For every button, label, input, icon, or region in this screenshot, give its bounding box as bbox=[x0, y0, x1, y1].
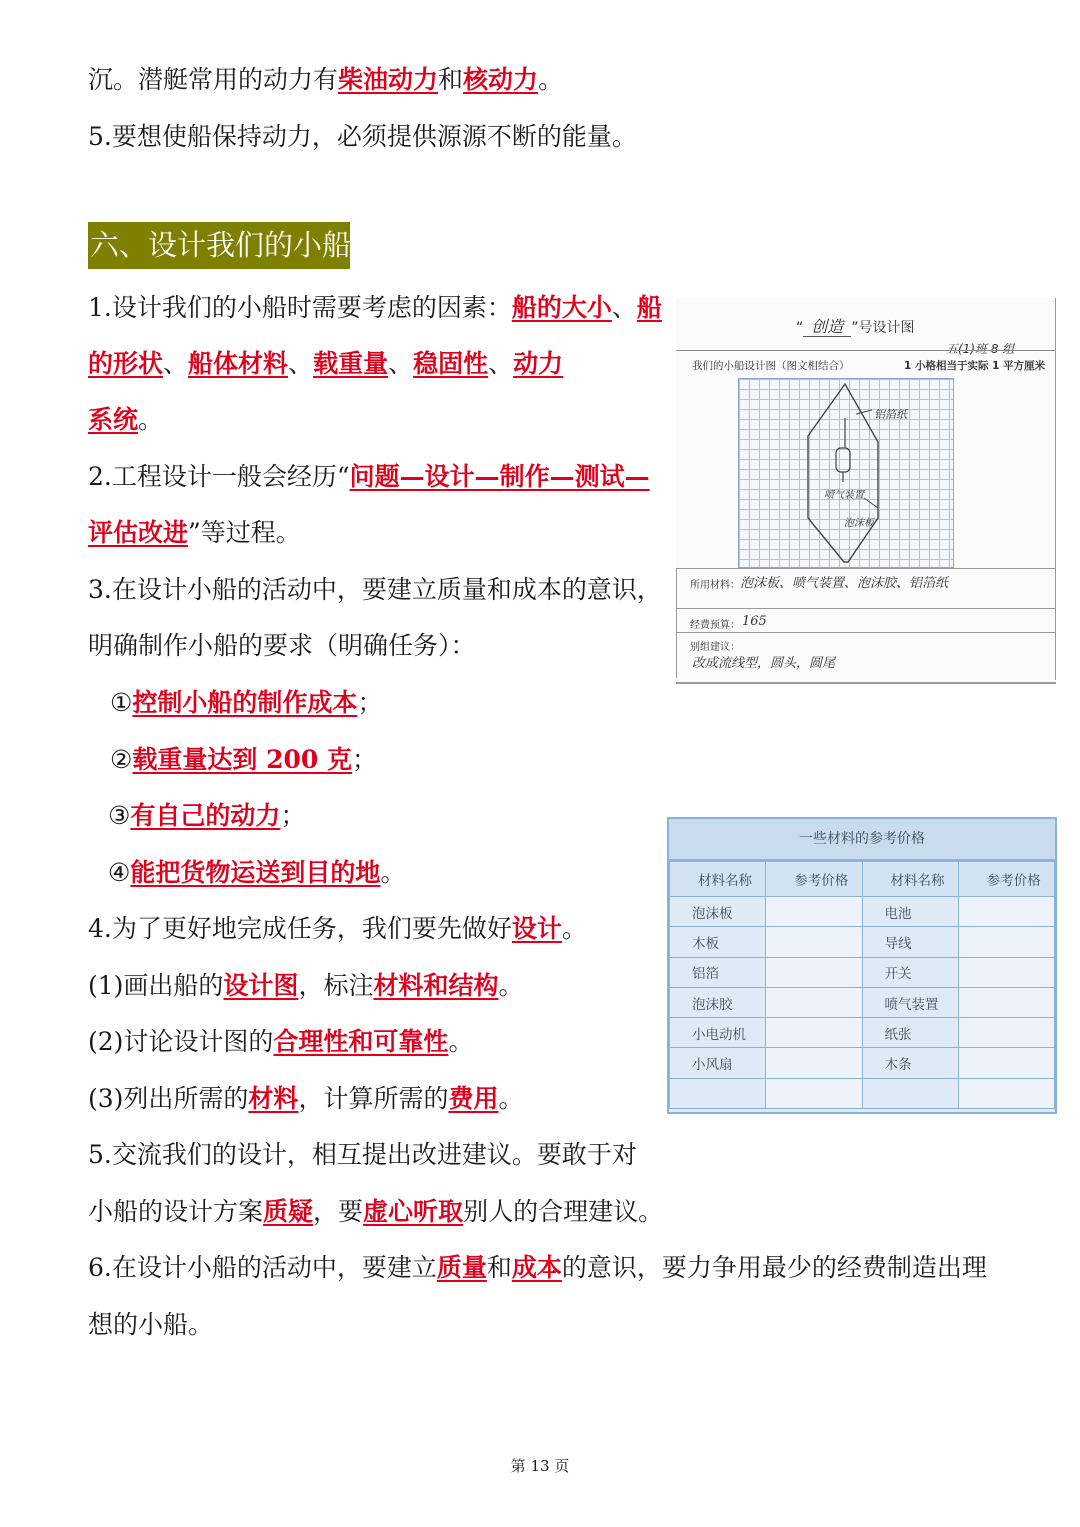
sheet-header-right: 1 小格相当于实际 1 平方厘米 bbox=[904, 360, 1046, 372]
boat-sketch bbox=[738, 378, 952, 568]
keyword: 船 bbox=[636, 293, 662, 322]
keyword: 材料 bbox=[248, 1084, 299, 1113]
material-cell: 开关 bbox=[862, 957, 958, 987]
table-row bbox=[670, 987, 1055, 1017]
text-line: 5.交流我们的设计，相互提出改进建议。要敢于对 bbox=[88, 1140, 637, 1169]
table-row bbox=[670, 957, 1055, 987]
keyword: 柴油动力 bbox=[338, 65, 439, 94]
budget-value: 165 bbox=[742, 614, 767, 629]
advice-label: 别组建议： bbox=[690, 642, 740, 653]
keyword: 设计 bbox=[511, 914, 562, 943]
task-item: ④能把货物运送到目的地。 bbox=[108, 858, 406, 887]
sheet-border-right bbox=[1055, 298, 1056, 680]
text-line: (3)列出所需的材料，计算所需的费用。 bbox=[88, 1084, 524, 1113]
price-grid bbox=[669, 861, 1055, 1109]
keyword: 核动力 bbox=[463, 65, 539, 94]
material-cell: 木板 bbox=[670, 927, 766, 957]
task-item: ②载重量达到 200 克； bbox=[110, 745, 378, 774]
keyword: 载重量 bbox=[313, 349, 389, 378]
keyword: 评估改进 bbox=[88, 518, 189, 547]
material-cell: 泡沫板 bbox=[670, 897, 766, 927]
text-line: 沉。潜艇常用的动力有柴油动力和核动力。 bbox=[88, 65, 564, 94]
material-cell: 纸张 bbox=[862, 1018, 958, 1048]
price-cell bbox=[958, 1078, 1054, 1108]
annotation-foam: 泡沫板 bbox=[844, 518, 874, 529]
material-cell: 泡沫胶 bbox=[670, 987, 766, 1017]
task-item: ③有自己的动力； bbox=[108, 801, 306, 830]
material-cell: 小电动机 bbox=[670, 1018, 766, 1048]
price-cell bbox=[766, 957, 862, 987]
material-cell: 喷气装置 bbox=[862, 987, 958, 1017]
keyword: 费用 bbox=[448, 1084, 499, 1113]
keyword: 能把货物运送到目的地 bbox=[130, 858, 381, 887]
text-line: 明确制作小船的要求（明确任务）： bbox=[88, 631, 476, 660]
keyword: 船的大小 bbox=[511, 293, 612, 322]
task-item: ①控制小船的制作成本； bbox=[110, 688, 383, 717]
price-cell bbox=[766, 987, 862, 1017]
keyword: 质量 bbox=[436, 1253, 487, 1282]
advice-value: 改成流线型，圆头，圆尾 bbox=[692, 656, 836, 671]
price-cell bbox=[766, 897, 862, 927]
keyword: 有自己的动力 bbox=[130, 801, 281, 830]
text-line: 6.在设计小船的活动中，要建立质量和成本的意识，要力争用最少的经费制造出理 bbox=[88, 1253, 987, 1282]
material-cell: 电池 bbox=[862, 897, 958, 927]
material-cell bbox=[670, 1078, 766, 1108]
text-line: (1)画出船的设计图，标注材料和结构。 bbox=[88, 971, 524, 1000]
price-cell bbox=[766, 1018, 862, 1048]
page-number: 第 13 页 bbox=[510, 1457, 570, 1475]
price-table bbox=[667, 817, 1057, 1114]
price-cell bbox=[766, 1078, 862, 1108]
text-line: 小船的设计方案质疑，要虚心听取别人的合理建议。 bbox=[88, 1197, 664, 1226]
text-line: 系统。 bbox=[88, 405, 164, 434]
text-line: 1.设计我们的小船时需要考虑的因素：船的大小、船 bbox=[88, 293, 662, 322]
table-row bbox=[670, 927, 1055, 957]
text-line: 5.要想使船保持动力，必须提供源源不断的能量。 bbox=[88, 122, 637, 151]
price-cell bbox=[766, 1048, 862, 1078]
text-line: 3.在设计小船的活动中，要建立质量和成本的意识， bbox=[88, 575, 662, 604]
price-table-title: 一些材料的参考价格 bbox=[669, 819, 1055, 861]
table-row bbox=[670, 1078, 1055, 1108]
material-cell: 导线 bbox=[862, 927, 958, 957]
keyword: 动力 bbox=[513, 349, 564, 378]
annotation-sail: 铝箔纸 bbox=[874, 408, 907, 421]
column-header: 材料名称 bbox=[670, 862, 766, 897]
text-line: 想的小船。 bbox=[88, 1310, 214, 1339]
price-cell bbox=[958, 987, 1054, 1017]
keyword: 的形状 bbox=[88, 349, 164, 378]
price-cell bbox=[766, 927, 862, 957]
keyword: 船体材料 bbox=[188, 349, 289, 378]
keyword: 设计图 bbox=[223, 971, 299, 1000]
text-line: (2)讨论设计图的合理性和可靠性。 bbox=[88, 1027, 474, 1056]
keyword: 质疑 bbox=[263, 1197, 314, 1226]
price-cell bbox=[958, 1048, 1054, 1078]
text-line: 2.工程设计一般会经历“问题—设计—制作—测试— bbox=[88, 462, 650, 491]
material-cell bbox=[862, 1078, 958, 1108]
design-sheet bbox=[676, 298, 1056, 684]
budget-label: 经费预算： bbox=[690, 620, 740, 631]
annotation-jet: 喷气装置 bbox=[824, 490, 864, 501]
table-row bbox=[670, 1048, 1055, 1078]
column-header: 参考价格 bbox=[958, 862, 1054, 897]
material-cell: 木条 bbox=[862, 1048, 958, 1078]
text-line: 4.为了更好地完成任务，我们要先做好设计。 bbox=[88, 914, 587, 943]
materials-label: 所用材料： bbox=[690, 580, 740, 591]
column-header: 参考价格 bbox=[766, 862, 862, 897]
material-cell: 铝箔 bbox=[670, 957, 766, 987]
material-cell: 小风扇 bbox=[670, 1048, 766, 1078]
materials-value: 泡沫板、喷气装置、泡沫胶、铝箔纸 bbox=[740, 576, 949, 591]
price-cell bbox=[958, 927, 1054, 957]
price-cell bbox=[958, 957, 1054, 987]
keyword: 虚心听取 bbox=[363, 1197, 464, 1226]
price-cell bbox=[958, 897, 1054, 927]
text-line: 评估改进”等过程。 bbox=[88, 518, 301, 547]
table-row bbox=[670, 1018, 1055, 1048]
sheet-rule bbox=[676, 632, 1056, 633]
sheet-rule bbox=[676, 608, 1056, 609]
sheet-title: “ 创造 ”号设计图 bbox=[796, 317, 915, 336]
class-group: 五(1)班 8 组 bbox=[946, 342, 1015, 356]
keyword: 问题—设计—制作—测试— bbox=[349, 462, 650, 491]
sheet-header-left: 我们的小船设计图（图文相结合） bbox=[692, 360, 850, 372]
price-cell bbox=[958, 1018, 1054, 1048]
sheet-border-left bbox=[676, 568, 677, 678]
keyword: 合理性和可靠性 bbox=[273, 1027, 449, 1056]
ship-name: 创造 bbox=[803, 317, 851, 337]
keyword: 载重量达到 200 克 bbox=[132, 745, 353, 774]
column-header: 材料名称 bbox=[862, 862, 958, 897]
keyword: 控制小船的制作成本 bbox=[132, 688, 358, 717]
sheet-rule bbox=[676, 568, 1056, 569]
section-heading: 六、设计我们的小船 bbox=[88, 222, 350, 269]
keyword: 系统 bbox=[88, 405, 139, 434]
keyword: 成本 bbox=[511, 1253, 562, 1282]
keyword: 稳固性 bbox=[413, 349, 489, 378]
table-header-row bbox=[670, 862, 1055, 897]
table-row bbox=[670, 897, 1055, 927]
keyword: 材料和结构 bbox=[373, 971, 499, 1000]
text-line: 的形状、船体材料、载重量、稳固性、动力 bbox=[88, 349, 564, 378]
